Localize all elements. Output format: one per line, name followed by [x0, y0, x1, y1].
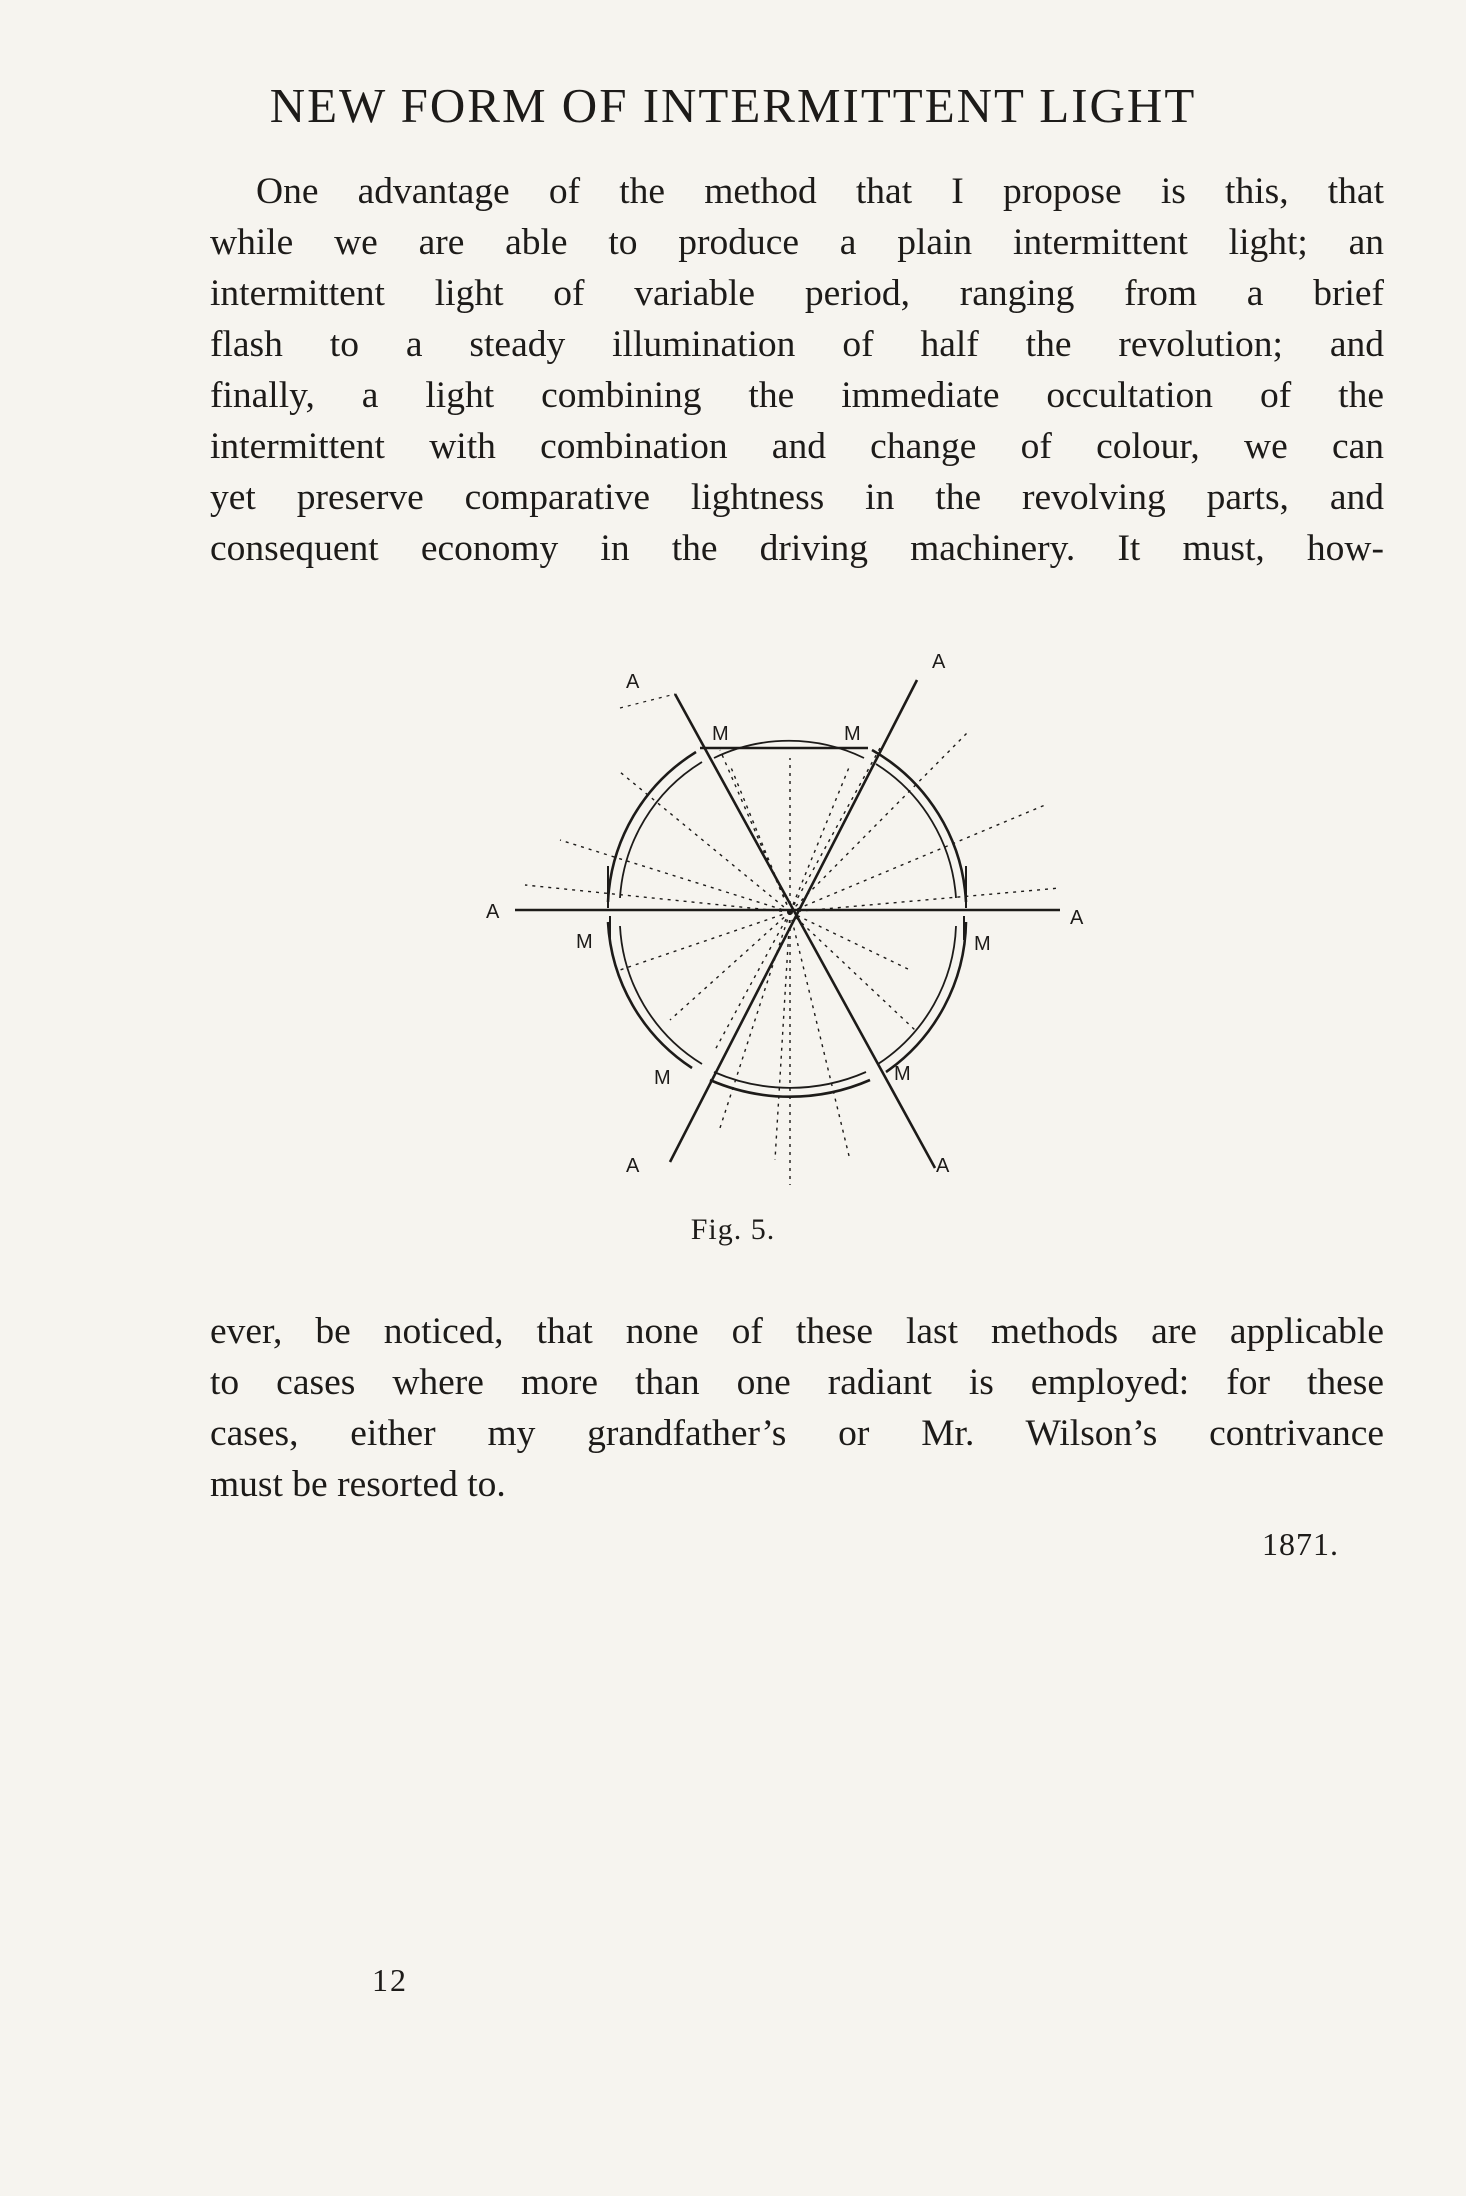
label-a: A	[486, 901, 500, 923]
text-line: ever, be noticed, that none of these last methods are applicable	[210, 1311, 1384, 1352]
page-number: 12	[372, 1962, 408, 1998]
label-m: M	[654, 1067, 671, 1089]
text-line: must be resorted to.	[210, 1464, 506, 1505]
paragraph-2	[210, 1306, 1384, 1510]
text-line: One advantage of the method that I propose is this, that	[256, 171, 1384, 212]
label-m: M	[712, 723, 729, 745]
label-m: M	[974, 933, 991, 955]
text-line: intermittent light of variable period, ranging from a brief	[210, 273, 1384, 314]
text-line: cases, either my grandfather’s or Mr. Wilson’s contrivance	[210, 1413, 1384, 1454]
label-a: A	[932, 651, 946, 673]
text-line: flash to a steady illumination of half the revolution; and	[210, 324, 1384, 365]
dashed-radials	[525, 730, 1060, 1185]
text-line: yet preserve comparative lightness in the revolving parts, and	[210, 477, 1384, 518]
label-m: M	[576, 931, 593, 953]
lens-diagram	[470, 640, 1110, 1200]
figure-5-diagram	[470, 640, 1110, 1200]
text-line: consequent economy in the driving machinery. It must, how-	[210, 528, 1384, 569]
label-m: M	[844, 723, 861, 745]
running-head: NEW FORM OF INTERMITTENT LIGHT	[269, 78, 1197, 133]
figure-caption: Fig. 5.	[690, 1213, 776, 1246]
text-line: while we are able to produce a plain intermittent light; an	[210, 222, 1384, 263]
label-a: A	[626, 671, 640, 693]
label-m: M	[894, 1063, 911, 1085]
diagonal-axes	[670, 680, 935, 1168]
date: 1871.	[1262, 1526, 1339, 1562]
label-a: A	[936, 1155, 950, 1177]
text-line: to cases where more than one radiant is employed: for these	[210, 1362, 1384, 1403]
text-line: intermittent with combination and change of colour, we can	[210, 426, 1384, 467]
label-a: A	[626, 1155, 640, 1177]
label-a: A	[1070, 907, 1084, 929]
paragraph-1	[210, 166, 1384, 574]
text-line: finally, a light combining the immediate occultation of the	[210, 375, 1384, 416]
